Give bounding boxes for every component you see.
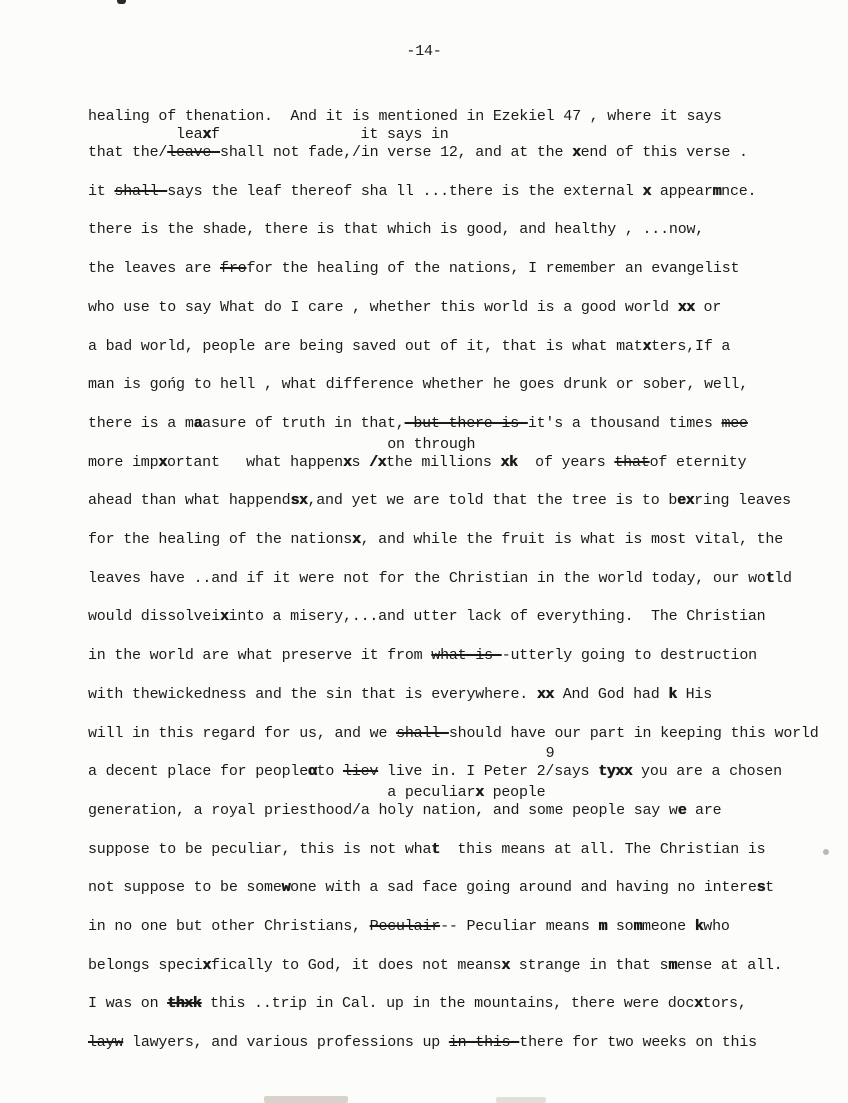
overtype-segment: t	[431, 840, 440, 858]
text-segment: fically to God, it does not means	[210, 956, 502, 974]
right-margin-speck	[823, 849, 829, 855]
text-segment: will in this regard for us, and we	[88, 724, 397, 742]
overtype-segment: x	[202, 956, 211, 974]
text-segment: , and while the fruit is what is most vital, the	[360, 531, 784, 548]
text-segment: who use to say What do I care , whether this world is a good world	[88, 298, 678, 316]
text-segment: the millions	[386, 453, 501, 471]
text-segment: f it says in	[210, 126, 449, 143]
text-line	[88, 259, 739, 278]
text-line	[88, 994, 747, 1013]
overtype-segment: x	[352, 531, 361, 548]
text-line	[88, 337, 730, 356]
text-segment: in no one but other Christians,	[88, 918, 370, 935]
text-segment: generation, a royal priesthood/a holy nation, and some people say w	[88, 801, 678, 819]
text-segment: not suppose to be some	[88, 879, 282, 897]
text-segment: His	[676, 685, 713, 703]
overtype-segment: xk	[500, 453, 518, 471]
text-segment: leaves have ..and if it were not for the Christian in the world today, our wo	[88, 569, 766, 587]
text-segment: this ..trip in Cal. up in the mountains, there were doc	[201, 995, 695, 1013]
strikethrough-overtype-segment: thxk	[167, 995, 202, 1013]
overtype-segment: s	[756, 879, 766, 897]
text-segment: you are a chosen	[632, 763, 782, 781]
text-segment: into a misery,...and utter lack of everything. The Christian	[228, 608, 766, 626]
overtype-segment: x	[475, 783, 484, 801]
text-line	[88, 491, 791, 510]
text-segment: of eternity	[649, 453, 747, 471]
text-segment: tors,	[702, 995, 747, 1013]
text-segment: ring leaves	[694, 492, 791, 510]
overtype-segment: xx	[536, 685, 554, 703]
text-segment: live in. I Peter 2/says	[378, 763, 599, 781]
overtype-segment: x	[342, 453, 352, 471]
text-segment: nce.	[721, 182, 757, 200]
text-line	[88, 298, 721, 317]
text-segment: t	[765, 879, 774, 897]
text-segment: more imp	[88, 453, 159, 471]
text-line	[88, 143, 748, 162]
text-segment: asure of truth in that,	[202, 414, 405, 432]
overtype-segment: m	[712, 182, 722, 200]
overtype-segment: w	[281, 879, 291, 897]
overtype-segment: k	[668, 685, 677, 703]
overtype-segment: α	[308, 763, 317, 781]
strikethrough-segment: fro	[220, 260, 247, 278]
text-line	[88, 107, 722, 126]
top-edge-mark	[117, 0, 126, 4]
overtype-segment: tyxx	[598, 763, 633, 781]
text-segment: ortant what happen	[166, 453, 343, 471]
strikethrough-segment: liev	[342, 763, 379, 781]
text-segment: says the leaf thereof sha ll ...there is the external	[167, 182, 643, 200]
text-segment: -- Peculiar means	[440, 918, 599, 935]
text-segment: ters,If a	[651, 337, 731, 355]
text-line	[88, 569, 792, 588]
text-segment: belongs speci	[88, 956, 203, 974]
text-segment: to	[316, 763, 343, 781]
text-line	[88, 1033, 757, 1052]
text-segment: on through	[88, 435, 476, 453]
overtype-segment: e	[677, 801, 687, 819]
inserted-correction-line	[88, 744, 554, 763]
text-line	[88, 414, 748, 433]
text-segment: ld	[774, 569, 792, 587]
overtype-segment: sx	[290, 492, 308, 510]
text-segment: would dissolvei	[88, 608, 221, 626]
text-segment: one with a sad face going around and having no intere	[290, 879, 757, 897]
text-segment: so	[607, 918, 634, 935]
overtype-segment: xx	[677, 298, 695, 316]
text-line	[88, 956, 782, 975]
text-line	[88, 530, 783, 549]
overtype-segment: m	[633, 918, 642, 935]
strikethrough-segment: leave-	[167, 144, 221, 161]
text-segment: there for two weeks on this	[519, 1034, 757, 1052]
text-segment: a decent place for people	[88, 763, 309, 781]
text-segment: ahead than what happend	[88, 492, 291, 510]
text-segment: people	[483, 783, 546, 801]
text-segment: -utterly going to destruction	[501, 647, 757, 665]
strikethrough-segment: layw	[88, 1034, 124, 1052]
overtype-segment: k	[694, 918, 704, 935]
text-segment: lea	[88, 126, 203, 143]
text-line	[88, 840, 765, 859]
strikethrough-segment: what is-	[431, 647, 502, 665]
text-segment: end of this verse .	[580, 144, 748, 161]
overtype-segment: x	[202, 126, 211, 143]
text-segment: man is gońg to hell , what difference whether he goes drunk or sober, well,	[88, 376, 749, 394]
text-segment: there is a m	[88, 414, 194, 432]
overtype-segment: x	[158, 453, 167, 471]
text-line	[88, 375, 748, 394]
bottom-cutoff-text-left	[264, 1096, 348, 1103]
text-line	[88, 685, 712, 704]
overtype-segment: /x	[369, 453, 387, 471]
text-segment: a peculiar	[88, 783, 476, 801]
text-line	[88, 182, 756, 201]
overtype-segment: x	[572, 144, 581, 161]
text-segment: who	[703, 918, 730, 935]
text-segment: a bad world, people are being saved out of it, that is what mat	[88, 337, 643, 355]
text-line	[88, 453, 746, 472]
text-segment: for the healing of the nations, I remember an evangelist	[246, 260, 740, 278]
text-segment: this means at all. The Christian is	[439, 840, 766, 858]
text-segment: shall not fade,/in verse 12, and at the	[220, 144, 573, 161]
text-line	[88, 607, 765, 626]
text-segment: it's a thousand times	[527, 414, 722, 432]
text-segment: there is the shade, there is that which is good, and healthy , ...now,	[88, 221, 705, 239]
text-segment: that the/	[88, 144, 168, 161]
overtype-segment: x	[642, 182, 652, 200]
text-line	[88, 917, 730, 936]
text-line	[88, 762, 782, 781]
inserted-correction-line	[88, 435, 475, 454]
inserted-correction-line	[88, 125, 449, 144]
strikethrough-segment: -but there is-	[404, 414, 528, 432]
text-line	[88, 801, 721, 820]
overtype-segment: m	[598, 918, 608, 935]
strikethrough-segment: shall-	[396, 724, 449, 742]
text-segment: suppose to be peculiar, this is not wha	[88, 840, 432, 858]
text-segment: the leaves are	[88, 260, 221, 278]
text-segment: And God had	[553, 685, 669, 703]
text-segment: I was on	[88, 995, 168, 1013]
text-segment: healing of thenation. And it is mentioned in Ezekiel 47 , where it says	[88, 108, 722, 125]
text-segment: it	[88, 182, 115, 200]
text-segment: with thewickedness and the sin that is everywhere.	[88, 685, 537, 703]
text-segment: s	[351, 453, 370, 471]
overtype-segment: t	[765, 569, 775, 587]
strikethrough-segment: that	[614, 453, 650, 471]
overtype-segment: x	[501, 956, 510, 974]
text-segment: meone	[641, 918, 695, 935]
strikethrough-segment: in this-	[448, 1034, 520, 1052]
text-line	[88, 220, 704, 239]
inserted-correction-line	[88, 783, 545, 802]
overtype-segment: m	[668, 956, 677, 974]
overtype-segment: a	[193, 414, 203, 432]
text-segment: are	[686, 801, 722, 819]
text-line	[88, 646, 757, 665]
text-segment: 9	[88, 745, 555, 763]
overtype-segment: x	[694, 995, 703, 1013]
strikethrough-segment: Peculair	[369, 918, 441, 935]
overtype-segment: x	[642, 337, 652, 355]
text-segment: for the healing of the nations	[88, 531, 353, 548]
strikethrough-segment: shall-	[114, 182, 168, 200]
text-line	[88, 878, 774, 897]
text-segment: or	[694, 298, 722, 316]
text-line	[88, 724, 819, 743]
text-segment: ,and yet we are told that the tree is to b	[307, 492, 678, 510]
text-segment: appear	[651, 182, 713, 200]
strikethrough-segment: mee	[721, 414, 748, 432]
overtype-segment: ex	[677, 492, 695, 510]
text-segment: of years	[517, 453, 615, 471]
overtype-segment: x	[220, 608, 229, 626]
bottom-cutoff-text-right	[496, 1097, 546, 1103]
text-segment: strange in that s	[509, 956, 669, 974]
text-segment: lawyers, and various professions up	[123, 1034, 449, 1052]
page-number: -14-	[406, 43, 442, 60]
text-segment: should have our part in keeping this world	[448, 724, 819, 742]
text-segment: ense at all.	[676, 956, 783, 974]
text-segment: in the world are what preserve it from	[88, 647, 432, 665]
